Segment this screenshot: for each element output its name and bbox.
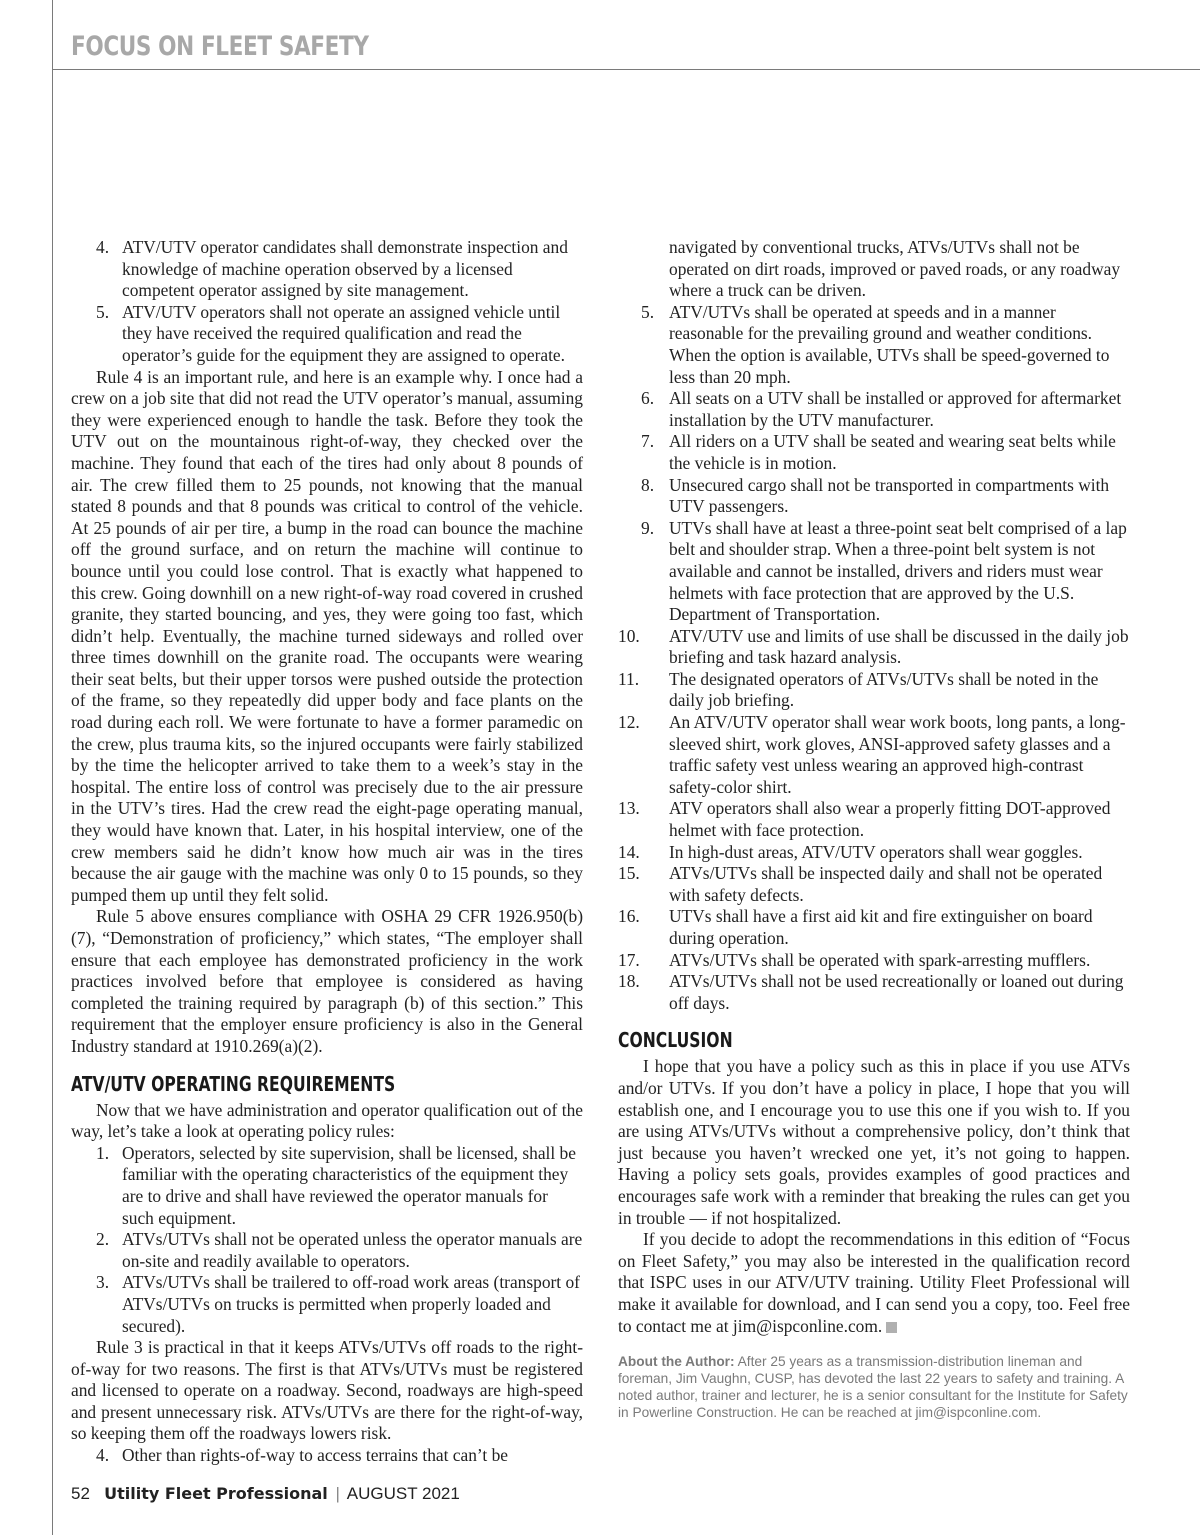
rule-text: The designated operators of ATVs/UTVs shall be noted in the daily job briefing.: [669, 668, 1099, 711]
rule-text: Operators, selected by site supervision, shall be licensed, shall be familiar with the operating characteristics of the equipment they are to drive and shall have reviewed the operator manuals for such equipment.: [122, 1142, 576, 1228]
rule-number: 16.: [618, 906, 640, 927]
rule-text: UTVs shall have a first aid kit and fire extinguisher on board during operation.: [669, 906, 1093, 948]
rules-list-4-start: [71, 1445, 583, 1467]
page-number: 52: [71, 1484, 90, 1503]
rule-text: ATV/UTV use and limits of use shall be discussed in the daily job briefing and task hazard analysis.: [669, 625, 1129, 668]
closing-text: If you decide to adopt the recommendations in this edition of “Focus on Fleet Safety,” you may also be interested in the qualification record that ISPC uses in our ATV/UTV training. Utility Fleet Professional will make it available for download, and I can send you a copy, too. Feel free to contact me at jim@ispconline.com.: [618, 1229, 1130, 1336]
rule-text: Unsecured cargo shall not be transported in compartments with UTV passengers.: [669, 474, 1110, 517]
rule-text: navigated by conventional trucks, ATVs/UTVs shall not be operated on dirt roads, improved or paved roads, or any roadway where a truck can be driven.: [669, 237, 1121, 301]
rule-text: UTVs shall have at least a three-point seat belt comprised of a lap belt and shoulder strap. When a three-point belt system is not available and cannot be installed, drivers and riders must wear helmets with face protection that are approved by the U.S. Department of Transportation.: [669, 517, 1127, 625]
page-footer: [71, 1483, 460, 1505]
rule-item: [618, 669, 1130, 712]
body-paragraph-conclusion: I hope that you have a policy such as this in place if you use ATVs and/or UTVs. If you don’t have a policy in place, I hope that you will establish one, and I encourage you to use this one if you wish to. If you are using ATVs/UTVs without a comprehensive policy, don’t think that just because you haven’t wrecked one yet, it’s not going to happen. Having a policy sets goals, provides examples of good practices and encourages safe work with a reminder that breaking the rules can get you in trouble — if not hospitalized.: [618, 1056, 1130, 1228]
rule-item: [618, 626, 1130, 669]
rule-item: [71, 237, 583, 302]
rule-number: 3.: [96, 1272, 110, 1293]
rule-item: [618, 950, 1130, 972]
rule-number: 14.: [618, 841, 640, 862]
rule-item: [71, 1143, 583, 1229]
rule-text: ATV/UTVs shall be operated at speeds and in a manner reasonable for the prevailing ground and weather conditions. When the option is available, UTVs shall be speed-governed to less than 20 mph.: [669, 301, 1110, 387]
rule-number: 7.: [641, 431, 655, 452]
rule-item: [71, 1445, 583, 1467]
rule-item: [71, 302, 583, 367]
rule-item: [618, 475, 1130, 518]
rule-item: [618, 863, 1130, 906]
rule-text: In high-dust areas, ATV/UTV operators shall wear goggles.: [669, 841, 1083, 862]
section-header-title: FOCUS ON FLEET SAFETY: [71, 31, 369, 62]
rule-number: 5.: [641, 301, 655, 322]
body-paragraph-closing: [618, 1229, 1130, 1337]
rule-item: [618, 906, 1130, 949]
rule-number: 5.: [96, 301, 110, 322]
rule-text: An ATV/UTV operator shall wear work boots, long pants, a long-sleeved shirt, work gloves, ANSI-approved safety glasses and a traffic safety vest unless wearing an approved high-contrast safety-color shirt.: [669, 712, 1126, 797]
rule-text: ATVs/UTVs shall not be operated unless the operator manuals are on-site and readily available to operators.: [122, 1229, 583, 1271]
rule-item-continued: [618, 237, 1130, 302]
rule-item: [618, 712, 1130, 798]
rule-number: 10.: [618, 625, 640, 646]
rule-number: 18.: [618, 971, 640, 992]
rule-item: [71, 1272, 583, 1337]
rule-item: [618, 518, 1130, 626]
rule-item: [618, 971, 1130, 1014]
rule-item: [618, 798, 1130, 841]
section-heading-operating-requirements: ATV/UTV OPERATING REQUIREMENTS: [71, 1071, 396, 1096]
rule-number: 8.: [641, 474, 655, 495]
rule-number: 11.: [618, 668, 640, 689]
rule-number: 15.: [618, 863, 640, 884]
rule-number: 4.: [96, 1445, 110, 1466]
rule-text: ATV operators shall also wear a properly fitting DOT-approved helmet with face protection.: [669, 798, 1111, 841]
rule-item: [618, 302, 1130, 388]
rule-number: 6.: [641, 388, 655, 409]
right-column: [618, 237, 1130, 1421]
rule-text: ATVs/UTVs shall be operated with spark-arresting mufflers.: [669, 949, 1091, 970]
rule-item: [618, 431, 1130, 474]
author-bio-text: After 25 years as a transmission-distribution lineman and foreman, Jim Vaughn, CUSP, has devoted the last 22 years to safety and training. A noted author, trainer and lecturer, he is a senior consultant for the Institute for Safety in Powerline Construction. He can be reached at jim@ispconline.com.: [618, 1354, 1128, 1421]
rule-text: ATV/UTV operators shall not operate an assigned vehicle until they have received the required qualification and read the operator’s guide for the equipment they are assigned to operate.: [122, 301, 565, 365]
end-of-article-mark: [886, 1322, 897, 1333]
rule-number: 12.: [618, 712, 640, 733]
rule-text: All riders on a UTV shall be seated and wearing seat belts while the vehicle is in motion.: [669, 431, 1116, 473]
rule-number: 17.: [618, 949, 640, 970]
rule-item: [618, 388, 1130, 431]
rule-number: 13.: [618, 798, 640, 819]
author-bio-lead: About the Author:: [618, 1354, 735, 1370]
rule-number: 1.: [96, 1142, 110, 1163]
body-paragraph-rule3: Rule 3 is practical in that it keeps ATVs/UTVs off roads to the right-of-way for two reasons. The first is that ATVs/UTVs must be registered and licensed to operate on a roadway. Second, roadways are high-speed and present unnecessary risk. ATVs/UTVs are there for the right-of-way, so keeping them off the roadways lowers risk.: [71, 1337, 583, 1444]
rule-item: [71, 1229, 583, 1272]
rule-text: ATVs/UTVs shall not be used recreationally or loaned out during off days.: [669, 971, 1124, 1013]
rules-list-1-3: [71, 1143, 583, 1337]
rule-text: ATV/UTV operator candidates shall demonstrate inspection and knowledge of machine operation observed by a licensed competent operator assigned by site management.: [122, 237, 568, 301]
rule-number: 2.: [96, 1229, 110, 1250]
left-column: [71, 237, 583, 1467]
header-rule: [52, 69, 1200, 70]
rule-text: ATVs/UTVs shall be trailered to off-road work areas (transport of ATVs/UTVs on trucks is permitted when properly loaded and secured).: [122, 1272, 580, 1336]
rules-list-4-5: [71, 237, 583, 367]
rule-text: Other than rights-of-way to access terrains that can’t be: [122, 1445, 508, 1466]
magazine-name: Utility Fleet Professional: [104, 1484, 328, 1503]
footer-separator: |: [335, 1484, 340, 1503]
body-paragraph-rule4-story: Rule 4 is an important rule, and here is an example why. I once had a crew on a job site that did not read the UTV operator’s manual, assuming they were experienced enough to handle the task. Before they took the UTV out on the mountainous right-of-way, they checked over the machine. They found that each of the tires had only about 8 pounds of air. The crew filled them to 25 pounds, not knowing that the manual stated 8 pounds and that 8 pounds was critical to control of the vehicle. At 25 pounds of air per tire, a bump in the road can bounce the machine off the ground surface, and on return the machine will continue to bounce until you could lose control. That is exactly what happened to this crew. Going downhill on a new right-of-way road covered in crushed granite, they started bouncing, and yes, they were going too fast, which didn’t help. Eventually, the machine turned sideways and rolled over three times downhill on the granite road. The occupants were wearing their seat belts, but their upper torsos were pushed outside the protection of the frame, so they repeatedly did upper body and face plants on the road during each roll. We were fortunate to have a former paramedic on the crew, plus trauma kits, so the injured occupants were fairly stabilized by the time the helicopter arrived to take them to a week’s stay in the hospital. The entire loss of control was precisely due to the air pressure in the UTV’s tires. Had the crew read the eight-page operating manual, they would have known that. Later, in his hospital interview, one of the crew members said he didn’t know how much air was in the tires because the air gauge with the machine was only 0 to 15 pounds, so they pumped them up until they felt solid.: [71, 366, 583, 905]
rule-number: 4.: [96, 237, 110, 257]
section-heading-conclusion: CONCLUSION: [618, 1028, 733, 1053]
body-paragraph-intro-rules: Now that we have administration and operator qualification out of the way, let’s take a look at operating policy rules:: [71, 1099, 583, 1142]
issue-date: AUGUST 2021: [346, 1484, 460, 1503]
rules-list-4-18: [618, 237, 1130, 1014]
author-bio: [618, 1353, 1130, 1421]
rule-text: ATVs/UTVs shall be inspected daily and shall not be operated with safety defects.: [669, 863, 1103, 905]
rule-item: [618, 842, 1130, 864]
rule-text: All seats on a UTV shall be installed or approved for aftermarket installation by the UTV manufacturer.: [669, 388, 1122, 430]
body-paragraph-rule5-osha: Rule 5 above ensures compliance with OSHA 29 CFR 1926.950(b)(7), “Demonstration of proficiency,” which states, “The employer shall ensure that each employee has demonstrated proficiency in the work practices involved before that employee is considered as having completed the training required by paragraph (b) of this section.” This requirement that the employer ensure proficiency is also in the General Industry standard at 1910.269(a)(2).: [71, 906, 583, 1056]
rule-number: 9.: [641, 517, 655, 538]
page-margin-rule: [52, 0, 53, 1535]
